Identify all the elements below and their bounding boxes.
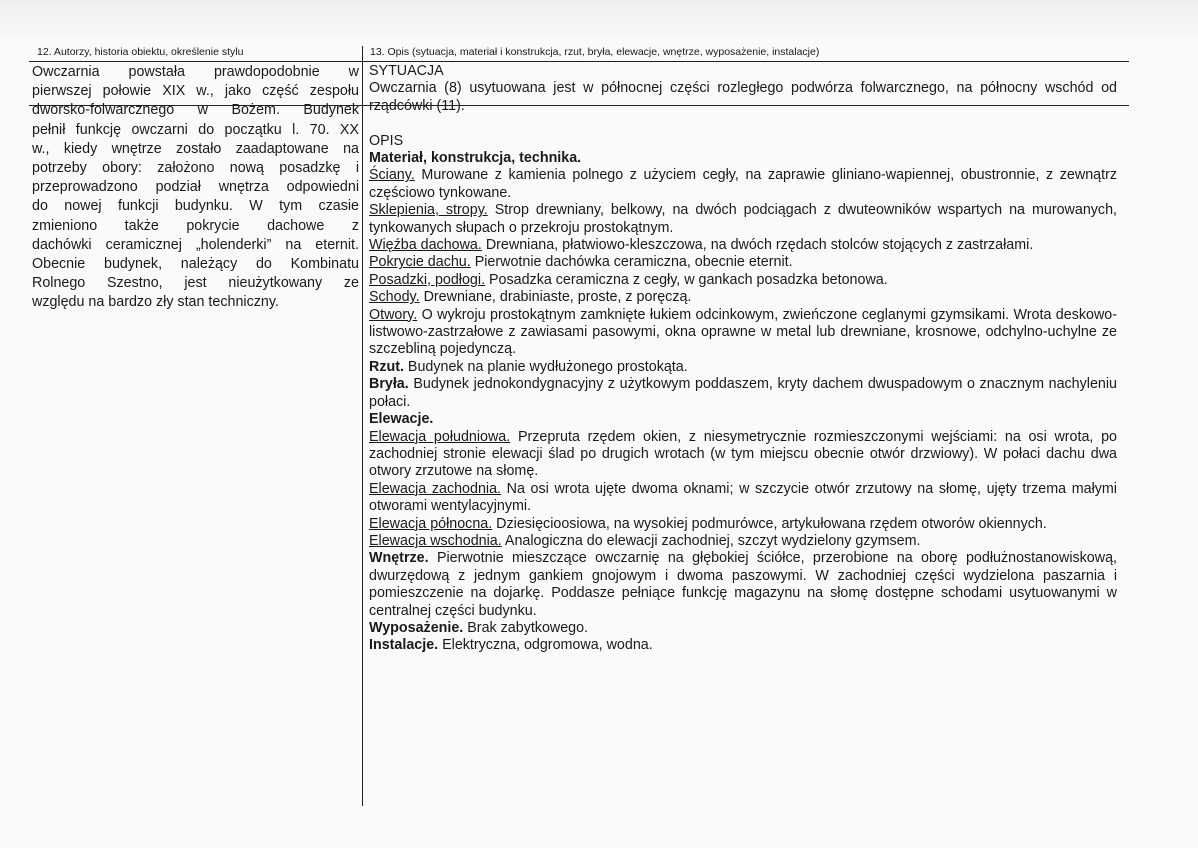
floors-text: Posadzka ceramiczna z cegły, w gankach posadzka betonowa. xyxy=(485,271,888,288)
truss-entry xyxy=(369,237,1117,254)
mass-text: Budynek jednokondygnacyjny z użytkowym poddaszem, kryty dachem dwuspadowym o znacznym nachyleniu połaci. xyxy=(369,376,1117,410)
section-12-header: 12. Autorzy, historia obiektu, określenie stylu xyxy=(37,46,244,58)
equipment-entry xyxy=(369,620,1117,637)
stairs-label: Schody. xyxy=(369,289,420,306)
history-line: potrzeby obory: założono nową posadzkę i xyxy=(32,160,359,177)
material-heading: Materiał, konstrukcja, technika. xyxy=(369,150,582,167)
floors-label: Posadzki, podłogi. xyxy=(369,271,486,288)
west-elevation-text: Na osi wrota ujęte dwoma oknami; w szczycie otwór zrzutowy na słomę, ujęty trzema małymi otworami wentylacyjnymi. xyxy=(369,480,1117,515)
interior-entry xyxy=(369,550,1117,620)
openings-label: Otwory. xyxy=(369,306,418,323)
history-line: względu na bardzo zły stan techniczny. xyxy=(32,294,279,311)
walls-label: Ściany. xyxy=(369,167,415,184)
installations-text: Elektryczna, odgromowa, wodna. xyxy=(438,637,653,654)
west-elevation-entry xyxy=(369,481,1117,516)
truss-text: Drewniana, płatwiowo-kleszczowa, na dwóch rzędach stolców stojących z zastrzałami. xyxy=(481,237,1034,254)
situation-text: Owczarnia (8) usytuowana jest w północnej części rozległego podwórza folwarcznego, na północny wschód od rządcówki (11). xyxy=(369,80,1117,114)
header-rule xyxy=(29,61,1129,62)
equipment-text: Brak zabytkowego. xyxy=(463,619,589,636)
east-elevation-label: Elewacja wschodnia. xyxy=(369,532,502,549)
south-elevation-text: Przepruta rzędem okien, z niesymetrycznie rozmieszczonymi wejściami: na osi wrota, po zachodniej stronie elewacji ślad po drugich wrotach (w tym miejscu obecnie otwór drzwiowy). W połaci dachu dwa otwory zrzutowe na słomę. xyxy=(369,428,1118,480)
east-elevation-entry xyxy=(369,533,1117,550)
situation-heading: SYTUACJA xyxy=(369,63,444,79)
roof-label: Pokrycie dachu. xyxy=(369,254,471,271)
stairs-text: Drewniane, drabiniaste, proste, z poręczą. xyxy=(419,289,692,306)
description-text xyxy=(369,63,1117,655)
history-text xyxy=(32,63,359,313)
description-heading: OPIS xyxy=(369,132,404,149)
form-table xyxy=(29,46,1129,806)
mass-entry xyxy=(369,376,1117,411)
walls-entry xyxy=(369,167,1117,202)
installations-entry xyxy=(369,637,1117,654)
equipment-label: Wyposażenie. xyxy=(369,619,464,636)
history-line: dachówki ceramicznej „holenderki” na eternit. xyxy=(32,236,359,253)
south-elevation-label: Elewacja południowa. xyxy=(369,428,511,445)
openings-text: O wykroju prostokątnym zamknięte łukiem odcinkowym, zwieńczone ceglanymi gzymsikami. Wrota deskowo-listwowo-zastrzałowe z zawiasami pasowymi, okna oprawne w metal lub drewniane, krosnowe, odchylno-uchylne ze szczebliną pojedynczą. xyxy=(369,306,1117,358)
roof-text: Pierwotnie dachówka ceramiczna, obecnie eternit. xyxy=(470,254,793,271)
plan-entry xyxy=(369,359,1117,376)
west-elevation-label: Elewacja zachodnia. xyxy=(369,480,501,497)
history-line: w., kiedy wnętrze zostało zaadaptowane na xyxy=(32,140,359,157)
history-line: Rolnego Szestno, jest nieużytkowany ze xyxy=(32,275,359,292)
history-line: pierwszej połowie XIX w., jako część zespołu xyxy=(32,83,359,100)
north-elevation-label: Elewacja północna. xyxy=(369,515,493,532)
history-line: dworsko-folwarcznego w Bożem. Budynek xyxy=(32,102,359,119)
mass-label: Bryła. xyxy=(369,376,409,393)
scan-shadow xyxy=(0,0,1198,40)
history-line: Owczarnia powstała prawdopodobnie w xyxy=(32,64,359,80)
installations-label: Instalacje. xyxy=(369,637,439,654)
elevations-heading: Elewacje. xyxy=(369,411,434,428)
interior-text: Pierwotnie mieszczące owczarnię na głębokiej ściółce, przerobione na oborę podłużnostanowiskową, dwurzędową z jednym gankiem gnojowym i dwoma paszowymi. W zachodniej części wydzielona paszarnia i pomieszczenie na dojarkę. Poddasze pełniące funkcję magazynu na słomę dostępne schodami usytuowanymi w centralnej części budynku. xyxy=(369,550,1117,619)
east-elevation-text: Analogiczna do elewacji zachodniej, szczyt wydzielony gzymsem. xyxy=(501,532,921,549)
vaults-entry xyxy=(369,202,1117,237)
history-line: do nowej funkcji budynku. W tym czasie xyxy=(32,198,359,215)
history-line: przeprowadzono podział wnętrza odpowiedni xyxy=(32,179,359,196)
vaults-text: Strop drewniany, belkowy, na dwóch podciągach z dwuteowników wspartych na murowanych, tynkowanych słupach o przekroju prostokątnym. xyxy=(369,202,1117,236)
openings-entry xyxy=(369,307,1117,359)
floors-entry xyxy=(369,272,1117,289)
history-line: Obecnie budynek, należący do Kombinatu xyxy=(32,256,359,273)
history-line: zmieniono także pokrycie dachowe z xyxy=(32,217,359,234)
plan-label: Rzut. xyxy=(369,358,404,375)
truss-label: Więźba dachowa. xyxy=(369,237,482,254)
plan-text: Budynek na planie wydłużonego prostokąta. xyxy=(403,358,688,375)
north-elevation-text: Dziesięcioosiowa, na wysokiej podmurówce, artykułowana rzędem otworów okiennych. xyxy=(492,515,1047,532)
history-line: pełnił funkcję owczarni do początku l. 70. XX xyxy=(32,121,359,138)
column-divider xyxy=(362,46,363,806)
walls-text: Murowane z kamienia polnego z użyciem cegły, na zaprawie gliniano-wapiennej, obustronnie, z zewnątrz częściowo tynkowane. xyxy=(369,167,1117,201)
interior-label: Wnętrze. xyxy=(369,550,429,567)
south-elevation-entry xyxy=(369,429,1117,481)
vaults-label: Sklepienia, stropy. xyxy=(369,202,488,219)
north-elevation-entry xyxy=(369,516,1117,533)
roof-entry xyxy=(369,254,1117,271)
stairs-entry xyxy=(369,289,1117,306)
section-13-header: 13. Opis (sytuacja, materiał i konstrukcja, rzut, bryła, elewacje, wnętrze, wyposażenie, instalacje) xyxy=(370,46,820,58)
